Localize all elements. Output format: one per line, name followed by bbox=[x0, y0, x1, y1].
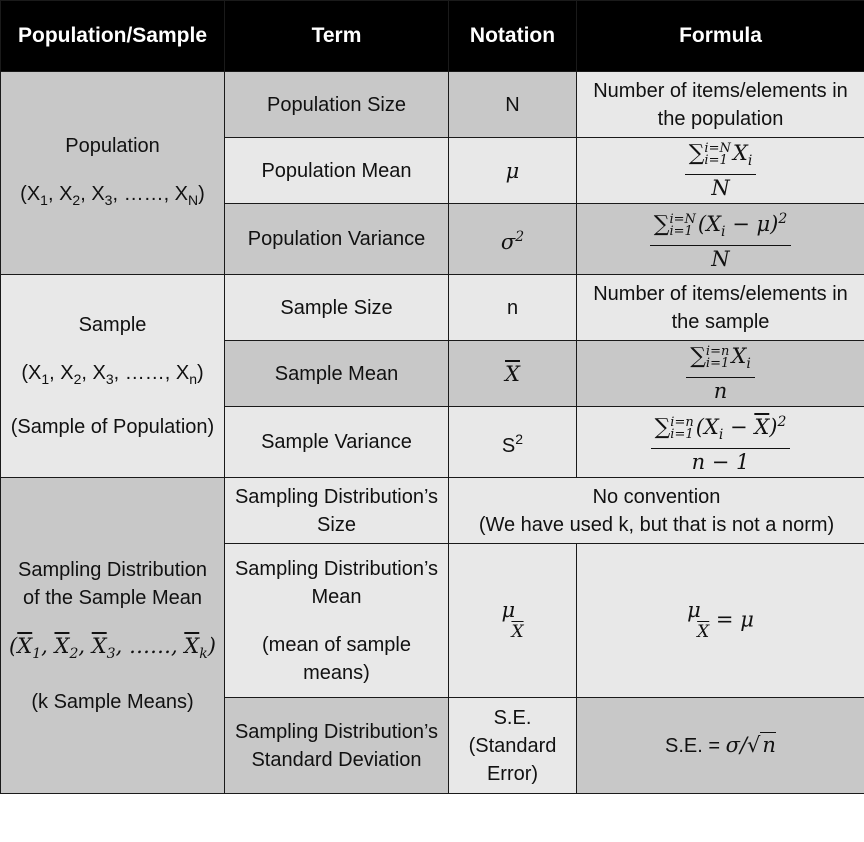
notation-population-mean: μ bbox=[449, 138, 577, 204]
header-formula: Formula bbox=[577, 1, 864, 72]
group-population-set: ($X_1$, $X_2$, $X_3$, ……, $X_N$) bbox=[20, 183, 205, 208]
formula-sampling-dist-size bbox=[449, 478, 864, 544]
group-sample-set: ($X_1$, $X_2$, $X_3$, ……, $X_n$) bbox=[21, 362, 204, 387]
header-row bbox=[1, 1, 864, 72]
header-term: Term bbox=[225, 1, 449, 72]
formula-sampling-dist-mean: μ $\overline{X}$ = μ bbox=[577, 544, 864, 698]
term-sample-mean: Sample Mean bbox=[225, 341, 449, 407]
term-sampling-dist-size: Sampling Distribution’s Size bbox=[225, 478, 449, 544]
group-sample-label: Sample bbox=[78, 314, 147, 336]
formula-population-size: Number of items/elements in the population bbox=[577, 72, 864, 138]
header-population-sample: Population/Sample bbox=[1, 1, 225, 72]
formula-sample-variance: ∑ i=n i=1 $(X_i - \overline{X})^2$ n − 1 bbox=[577, 407, 864, 478]
group-sampling-label: Sampling Distribution of the Sample Mean bbox=[18, 558, 207, 609]
formula-sampling-dist-size-line1: No convention bbox=[592, 485, 721, 508]
notation-sample-size: n bbox=[449, 275, 577, 341]
notation-sample-mean: $\overline{X}$ bbox=[449, 341, 577, 407]
notation-population-size: N bbox=[449, 72, 577, 138]
row-sample-size bbox=[1, 275, 864, 341]
group-sample bbox=[1, 275, 225, 478]
row-population-size bbox=[1, 72, 864, 138]
term-sampling-dist-sd: Sampling Distribution’s Standard Deviation bbox=[225, 698, 449, 794]
formula-sample-size: Number of items/elements in the sample bbox=[577, 275, 864, 341]
notation-sampling-dist-sd: S.E. (Standard Error) bbox=[449, 698, 577, 794]
notation-population-variance: $\sigma^2$ bbox=[449, 204, 577, 275]
formula-sampling-dist-sd: S.E. = σ/√n bbox=[577, 698, 864, 794]
group-sample-note: (Sample of Population) bbox=[10, 416, 215, 438]
term-sampling-dist-mean-note: (mean of sample means) bbox=[262, 633, 411, 684]
term-population-variance: Population Variance bbox=[225, 204, 449, 275]
formula-sampling-dist-size-line2: (We have used k, but that is not a norm) bbox=[478, 513, 835, 536]
term-population-size: Population Size bbox=[225, 72, 449, 138]
notation-sampling-dist-mean: μ $\overline{X}$ bbox=[449, 544, 577, 698]
row-sampling-dist-size bbox=[1, 478, 864, 544]
term-population-mean: Population Mean bbox=[225, 138, 449, 204]
term-sampling-dist-mean-label: Sampling Distribution’s Mean bbox=[234, 557, 439, 608]
term-sampling-dist-mean bbox=[225, 544, 449, 698]
group-population-label: Population bbox=[65, 135, 160, 157]
group-sampling-distribution bbox=[1, 478, 225, 794]
formula-sample-mean: ∑ i=n i=1 $X_i$ n bbox=[577, 341, 864, 407]
term-sample-size: Sample Size bbox=[225, 275, 449, 341]
group-sampling-set: ($\overline{X}_1$, $\overline{X}_2$, $\overline{X}_3$, ……, $\overline{X}_k$) bbox=[9, 633, 216, 662]
term-sample-variance: Sample Variance bbox=[225, 407, 449, 478]
notation-sample-variance: $S^2$ bbox=[449, 407, 577, 478]
group-population bbox=[1, 72, 225, 275]
header-notation: Notation bbox=[449, 1, 577, 72]
formula-population-mean: ∑ i=N i=1 $X_i$ N bbox=[577, 138, 864, 204]
formula-population-variance: ∑ i=N i=1 $(X_i - \mu)^2$ N bbox=[577, 204, 864, 275]
group-sampling-note: (k Sample Means) bbox=[31, 690, 194, 713]
